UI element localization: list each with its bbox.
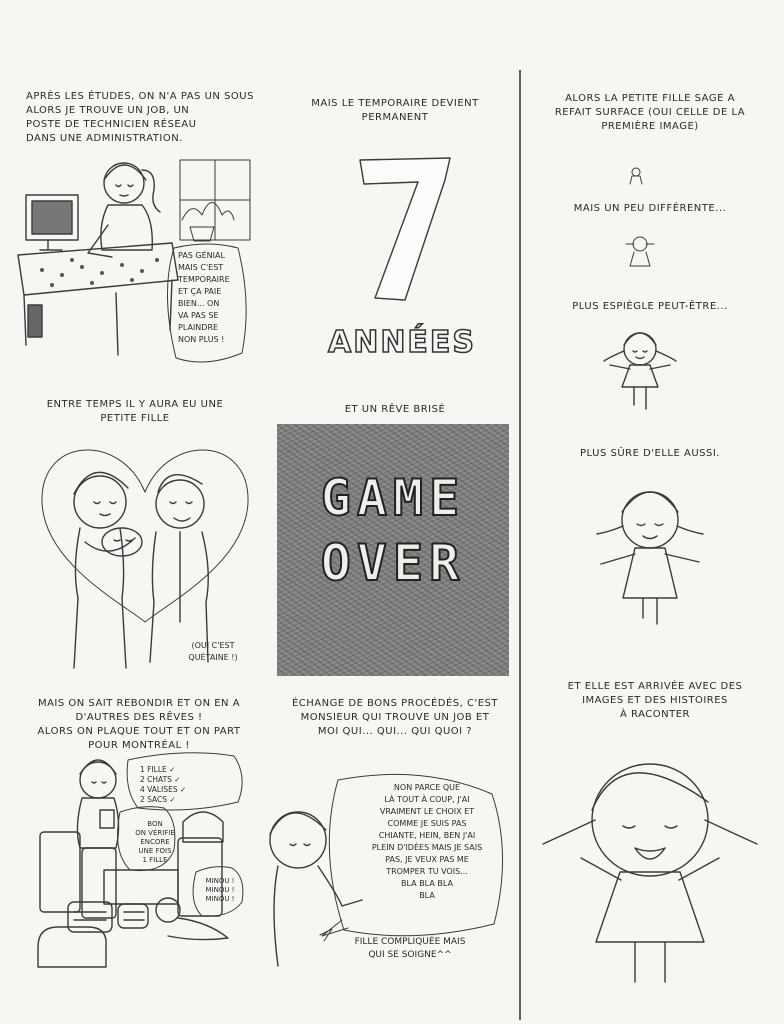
annees-label: ANNÉES (328, 325, 477, 360)
speech-bubble-complicated: NON PARCE QUE LÀ TOUT À COUP, J'AI VRAIMENT LE CHOIX ET COMME JE SUIS PAS CHIANTE, HEIN, BEN J'AI PLEIN D'IDÉES MAIS JE SAIS PAS, JE VEUX PAS ME TROMPER TU VOIS... BLA BLA BLA BLA (371, 783, 483, 900)
caption-more-mischievous: PLUS ESPIÈGLE PEUT-ÊTRE... (572, 301, 728, 312)
tiny-girl-drawing (626, 166, 646, 186)
mischievous-girl-drawing (600, 325, 680, 415)
note-complicated-girl: FILLE COMPLIQUÉE MAIS QUI SE SOIGNE^^ (354, 937, 466, 960)
over-label: OVER (320, 534, 466, 592)
caption-exchange: ÉCHANGE DE BONS PROCÉDÉS, C'EST MONSIEUR QUI TROUVE UN JOB ET MOI QUI... QUI... QUI QUOI ? (291, 698, 499, 737)
column-divider (519, 70, 521, 1020)
caption-broken-dream: ET UN RÊVE BRISÉ (344, 404, 446, 415)
caption-wise-girl: ALORS LA PETITE FILLE SAGE A REFAIT SURFACE (OUI CELLE DE LA PREMIÈRE IMAGE) (554, 93, 746, 132)
big-girl-drawing (535, 740, 765, 990)
speech-bubble-job: PAS GÉNIAL MAIS C'EST TEMPORAIRE ET ÇA PAIE BIEN... ON VA PAS SE PLAINDRE NON PLUS ! (178, 251, 230, 344)
checklist-bubble: 1 FILLE ✓ 2 CHATS ✓ 4 VALISES ✓ 2 SACS ✓ (140, 765, 187, 804)
caption-temporary-permanent: MAIS LE TEMPORAIRE DEVIENT PERMANENT (311, 98, 479, 123)
small-girl-drawing (620, 232, 660, 272)
caption-montreal: MAIS ON SAIT REBONDIR ET ON EN A D'AUTRES DES RÊVES ! ALORS ON PLAQUE TOUT ET ON PART POUR MONTRÉAL ! (37, 698, 241, 751)
speech-bubble-verify: BON ON VÉRIFIE ENCORE UNE FOIS 1 FILLE (135, 820, 175, 864)
note-quetaine: (OUI C'EST QUÉTAINE !) (188, 641, 238, 662)
confident-girl-drawing (585, 480, 715, 630)
caption-stories: ET ELLE EST ARRIVÉE AVEC DES IMAGES ET DES HISTOIRES À RACONTER (567, 681, 743, 720)
game-label: GAME (320, 469, 466, 527)
caption-little-girl: ENTRE TEMPS IL Y AURA EU UNE PETITE FILLE (46, 399, 224, 424)
caption-a-bit-different: MAIS UN PEU DIFFÉRENTE... (573, 203, 727, 214)
couple-with-baby-drawing (30, 432, 260, 672)
caption-more-confident: PLUS SÛRE D'ELLE AUSSI. (580, 448, 720, 459)
big-seven-drawing (350, 150, 460, 310)
game-over-panel (277, 424, 509, 676)
caption-after-studies: APRÈS LES ÉTUDES, ON N'A PAS UN SOUS ALORS JE TROUVE UN JOB, UN POSTE DE TECHNICIEN RÉSEAU DANS UNE ADMINISTRATION. (26, 91, 254, 144)
speech-bubble-minou: MINOU ! MINOU ! MINOU ! (205, 877, 235, 903)
